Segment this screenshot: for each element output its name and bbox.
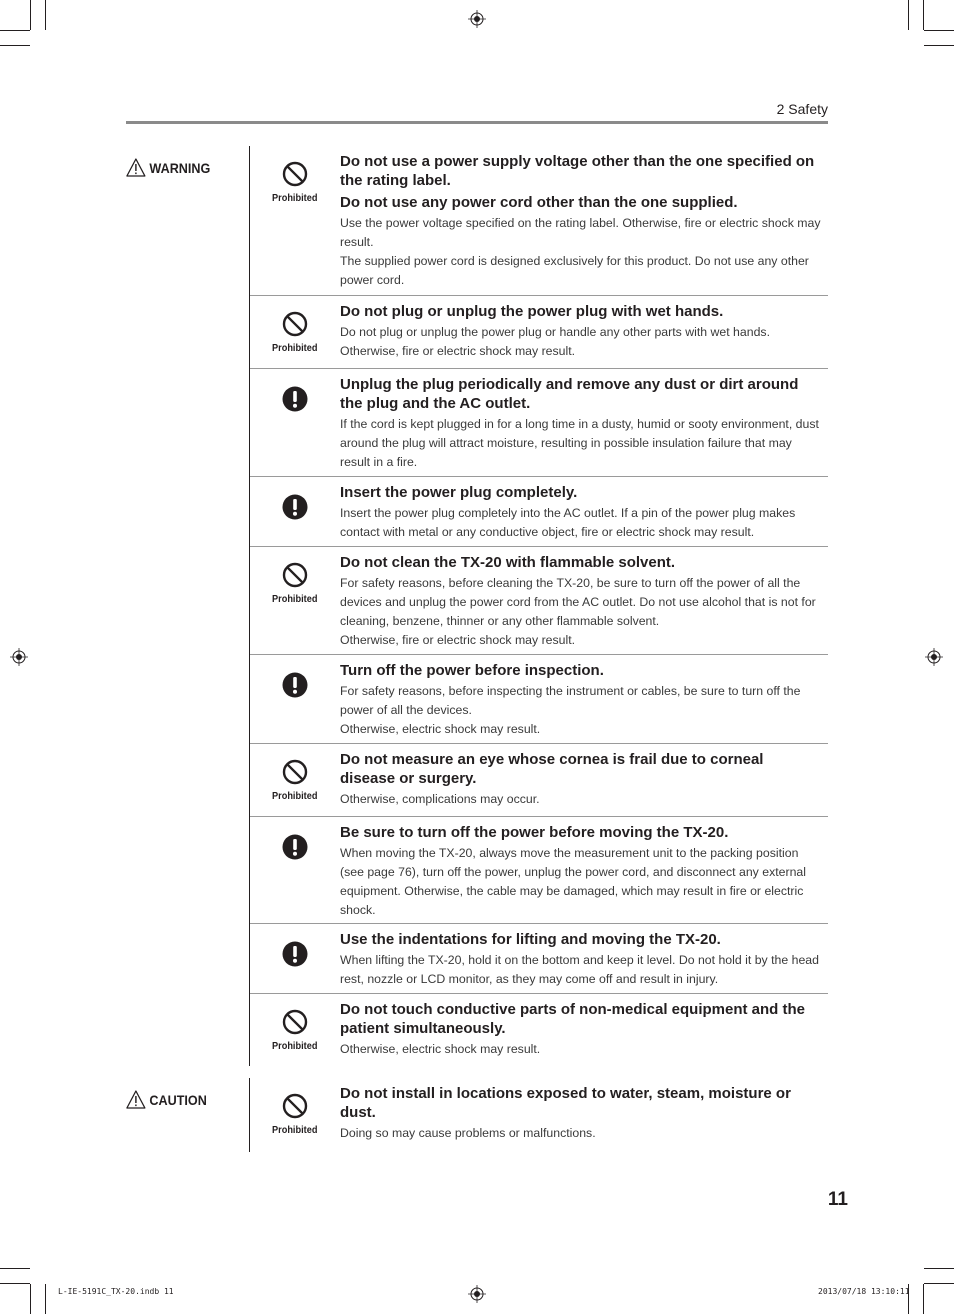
warning-list — [250, 146, 828, 1067]
safety-item — [250, 744, 828, 817]
caution-triangle-icon — [126, 1090, 146, 1109]
item-text-column — [340, 296, 828, 368]
item-icon-column — [250, 146, 340, 295]
print-slug-right: 2013/07/18 13:10:11 — [818, 1287, 910, 1296]
caution-list — [250, 1078, 828, 1152]
item-title: Do not measure an eye whose cornea is frail due to corneal disease or surgery. — [340, 751, 764, 787]
item-icon-column — [250, 547, 340, 654]
item-body — [340, 1040, 822, 1059]
item-icon-column — [250, 477, 340, 546]
item-body-paragraph: When moving the TX-20, always move the measurement unit to the packing position (see page 76), turn off the power, unplug the power cord, and disconnect any external equipment. Otherwise, the cable may be damaged, which may result in fire or electric shock. — [340, 846, 806, 917]
icon-label: Prohibited — [272, 594, 318, 605]
safety-item — [250, 547, 828, 655]
item-title: Do not use a power supply voltage other than the one specified on the rating label. — [340, 153, 815, 189]
item-text-column — [340, 369, 828, 476]
icon-label: Prohibited — [272, 1125, 318, 1136]
item-icon-column — [250, 655, 340, 743]
header-rule — [126, 121, 828, 124]
item-title: Do not clean the TX-20 with flammable solvent. — [340, 554, 676, 571]
crop-mark — [924, 30, 954, 31]
item-body-paragraph: For safety reasons, before cleaning the TX-20, be sure to turn off the power of all the devices and unplug the power cord from the AC outlet. Do not use alcohol that is not for cleaning, benzene, thinner or any other flammable solvent. — [340, 576, 816, 628]
item-body — [340, 951, 822, 989]
item-body-paragraph: Do not plug or unplug the power plug or handle any other parts with wet hands. Otherwise, fire or electric shock may result. — [340, 325, 770, 358]
registration-mark-icon — [468, 1285, 486, 1303]
mandatory-icon — [282, 386, 308, 417]
prohibited-icon — [282, 1093, 308, 1124]
crop-mark — [30, 0, 31, 30]
item-body-paragraph: When lifting the TX-20, hold it on the bottom and keep it level. Do not hold it by the head rest, nozzle or LCD monitor, as they may come off and result in injury. — [340, 953, 819, 986]
icon-label: Prohibited — [272, 343, 318, 354]
item-body — [340, 1124, 822, 1143]
item-title: Use the indentations for lifting and moving the TX-20. — [340, 931, 721, 948]
crop-mark — [908, 0, 909, 30]
item-title: Do not plug or unplug the power plug with wet hands. — [340, 303, 724, 320]
item-body-paragraph: Otherwise, fire or electric shock may result. — [340, 633, 576, 647]
item-text-column — [340, 477, 828, 546]
item-title: Do not touch conductive parts of non-medical equipment and the patient simultaneously. — [340, 1001, 806, 1037]
section-header: 2 Safety — [776, 101, 828, 117]
crop-mark — [924, 1283, 954, 1284]
item-icon-column — [250, 369, 340, 476]
item-title: Do not install in locations exposed to water, steam, moisture or dust. — [340, 1085, 791, 1121]
item-body — [340, 790, 822, 809]
safety-item — [250, 924, 828, 994]
crop-mark — [923, 1284, 924, 1314]
caution-label — [126, 1090, 207, 1109]
prohibited-icon — [282, 1009, 308, 1040]
item-text-column — [340, 744, 828, 816]
item-body-paragraph: Doing so may cause problems or malfunctions. — [340, 1126, 596, 1140]
safety-item — [250, 296, 828, 369]
crop-mark — [924, 45, 954, 46]
mandatory-icon — [282, 494, 308, 525]
item-body-paragraph: Insert the power plug completely into the AC outlet. If a pin of the power plug makes contact with metal or any conductive object, fire or electric shock may result. — [340, 506, 796, 539]
item-icon-column — [250, 994, 340, 1067]
safety-item — [250, 146, 828, 296]
item-icon-column — [250, 924, 340, 993]
item-icon-column — [250, 744, 340, 816]
safety-item — [250, 1078, 828, 1152]
item-body-paragraph: For safety reasons, before inspecting the instrument or cables, be sure to turn off the power of all the devices. — [340, 684, 801, 717]
item-text-column — [340, 655, 828, 743]
item-title: Insert the power plug completely. — [340, 484, 578, 501]
item-text-column — [340, 924, 828, 993]
warning-triangle-icon — [126, 158, 146, 177]
crop-mark — [924, 1268, 954, 1269]
crop-mark — [45, 0, 46, 30]
item-text-column — [340, 146, 828, 295]
icon-label: Prohibited — [272, 1041, 318, 1052]
item-title: Be sure to turn off the power before moving the TX-20. — [340, 824, 729, 841]
page-number: 11 — [827, 1189, 848, 1210]
safety-item — [250, 477, 828, 547]
item-body-paragraph: Otherwise, electric shock may result. — [340, 722, 541, 736]
item-body-paragraph: The supplied power cord is designed exclusively for this product. Do not use any other power cord. — [340, 254, 809, 287]
crop-mark — [0, 30, 30, 31]
safety-item — [250, 369, 828, 477]
item-body-paragraph: Otherwise, complications may occur. — [340, 792, 540, 806]
registration-mark-icon — [925, 648, 943, 666]
crop-mark — [30, 1284, 31, 1314]
item-body — [340, 504, 822, 542]
mandatory-icon — [282, 672, 308, 703]
item-text-column — [340, 1078, 828, 1152]
crop-mark — [0, 1268, 30, 1269]
item-body — [340, 844, 822, 920]
mandatory-icon — [282, 834, 308, 865]
registration-mark-icon — [10, 648, 28, 666]
item-icon-column — [250, 1078, 340, 1152]
safety-item — [250, 817, 828, 924]
prohibited-icon — [282, 562, 308, 593]
item-text-column — [340, 547, 828, 654]
crop-mark — [0, 45, 30, 46]
caution-label-text: CAUTION — [149, 1091, 207, 1108]
prohibited-icon — [282, 759, 308, 790]
warning-label — [126, 158, 210, 177]
item-icon-column — [250, 296, 340, 368]
crop-mark — [923, 0, 924, 30]
registration-mark-icon — [468, 10, 486, 28]
item-text-column — [340, 817, 828, 923]
icon-label: Prohibited — [272, 791, 318, 802]
icon-label: Prohibited — [272, 193, 318, 204]
item-body — [340, 323, 822, 361]
crop-mark — [45, 1284, 46, 1314]
crop-mark — [0, 1283, 30, 1284]
item-title: Turn off the power before inspection. — [340, 662, 604, 679]
item-body-paragraph: If the cord is kept plugged in for a long time in a dusty, humid or sooty environment, dust around the plug will attract moisture, resulting in possible insulation failure that may result in a fire. — [340, 417, 819, 469]
safety-item — [250, 994, 828, 1067]
item-title: Do not use any power cord other than the one supplied. — [340, 194, 738, 211]
item-text-column — [340, 994, 828, 1067]
item-title: Unplug the plug periodically and remove any dust or dirt around the plug and the AC outlet. — [340, 376, 799, 412]
prohibited-icon — [282, 311, 308, 342]
safety-item — [250, 655, 828, 744]
warning-label-text: WARNING — [149, 159, 211, 176]
item-body — [340, 214, 822, 290]
item-icon-column — [250, 817, 340, 923]
print-slug-left: L-IE-5191C_TX-20.indb 11 — [58, 1287, 174, 1296]
item-body — [340, 574, 822, 650]
item-body — [340, 415, 822, 472]
item-body-paragraph: Otherwise, electric shock may result. — [340, 1042, 541, 1056]
prohibited-icon — [282, 161, 308, 192]
item-body — [340, 682, 822, 739]
item-body-paragraph: Use the power voltage specified on the rating label. Otherwise, fire or electric shock may result. — [340, 216, 821, 249]
mandatory-icon — [282, 941, 308, 972]
